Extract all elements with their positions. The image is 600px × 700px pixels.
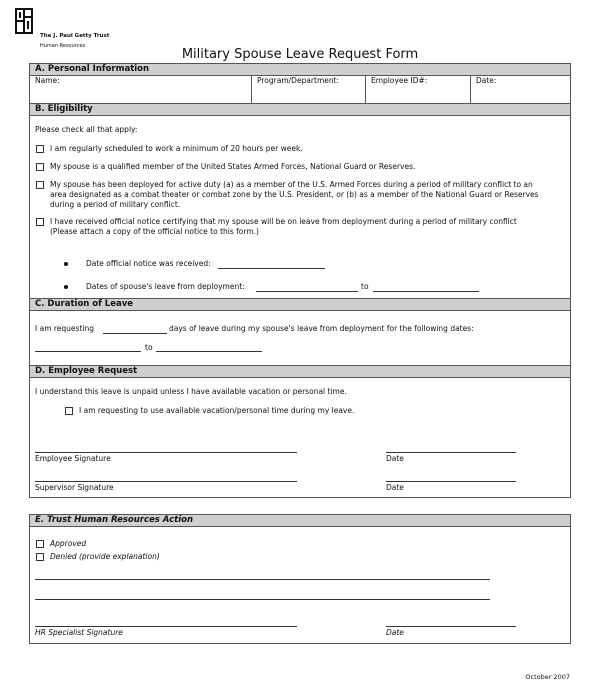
- section-heading: A. Personal Information: [30, 64, 570, 76]
- form-title: Military Spouse Leave Request Form: [181, 47, 419, 62]
- explanation-line[interactable]: [35, 579, 490, 580]
- bullet-icon: [64, 285, 68, 289]
- approved-label: Approved: [50, 539, 87, 548]
- explanation-line[interactable]: [35, 599, 490, 600]
- section-duration-of-leave: [29, 298, 571, 366]
- section-heading: C. Duration of Leave: [30, 299, 570, 311]
- section-hr-action: [29, 514, 571, 644]
- supervisor-signature-line[interactable]: [35, 481, 297, 482]
- field-divider: [470, 76, 471, 103]
- eligibility-option-label: I am regularly scheduled to work a minimum of 20 hours per week.: [50, 144, 303, 153]
- vacation-time-label: I am requesting to use available vacation/personal time during my leave.: [79, 406, 355, 415]
- eligibility-option-label: My spouse has been deployed for active duty (a) as a member of the U.S. Armed Forces during a period of military conflict to an: [50, 180, 533, 189]
- section-personal-information: [29, 63, 571, 104]
- supervisor-date-label: Date: [386, 483, 404, 492]
- organization-name: The J. Paul Getty Trust: [40, 33, 110, 39]
- eligibility-option-label-continued: area designated as a combat theater or combat zone by the U.S. President, or (b) as a member of the National Guard or Reserves: [50, 190, 539, 199]
- eligibility-option-label-continued: (Please attach a copy of the official notice to this form.): [50, 227, 259, 236]
- program-department-field[interactable]: Program/Department:: [257, 76, 340, 85]
- getty-logo-icon: [15, 8, 33, 34]
- hr-date-line[interactable]: [386, 626, 516, 627]
- request-prefix: I am requesting: [35, 324, 94, 333]
- section-heading: D. Employee Request: [30, 366, 570, 378]
- notice-date-line[interactable]: [218, 268, 325, 269]
- unpaid-statement: I understand this leave is unpaid unless I have available vacation or personal time.: [35, 387, 347, 396]
- eligibility-checkbox-official-notice[interactable]: [36, 218, 44, 226]
- to-label: to: [145, 343, 153, 352]
- revision-date: October 2007: [525, 673, 570, 681]
- eligibility-option-label: My spouse is a qualified member of the United States Armed Forces, National Guard or Reserves.: [50, 162, 416, 171]
- to-label: to: [361, 282, 369, 291]
- eligibility-checkbox-hours[interactable]: [36, 145, 44, 153]
- duration-end-date-line[interactable]: [156, 351, 262, 352]
- bullet-icon: [64, 262, 68, 266]
- hr-signature-line[interactable]: [35, 626, 297, 627]
- employee-id-field[interactable]: Employee ID#:: [371, 76, 428, 85]
- supervisor-date-line[interactable]: [386, 481, 516, 482]
- date-field[interactable]: Date:: [476, 76, 497, 85]
- vacation-time-checkbox[interactable]: [65, 407, 73, 415]
- eligibility-option-label-continued: during a period of military conflict.: [50, 200, 181, 209]
- section-employee-request: [29, 365, 571, 498]
- employee-signature-line[interactable]: [35, 452, 297, 453]
- field-divider: [251, 76, 252, 103]
- name-field[interactable]: Name:: [35, 76, 60, 85]
- field-divider: [365, 76, 366, 103]
- eligibility-checkbox-deployed[interactable]: [36, 181, 44, 189]
- section-eligibility: [29, 103, 571, 299]
- days-requested-line[interactable]: [103, 333, 167, 334]
- denied-label: Denied (provide explanation): [50, 552, 160, 561]
- duration-start-date-line[interactable]: [35, 351, 141, 352]
- leave-end-date-line[interactable]: [373, 291, 479, 292]
- section-heading: B. Eligibility: [30, 104, 570, 116]
- eligibility-option-label: I have received official notice certifying that my spouse will be on leave from deployment during a period of military conflict: [50, 217, 517, 226]
- request-suffix: days of leave during my spouse's leave from deployment for the following dates:: [169, 324, 474, 333]
- denied-checkbox[interactable]: [36, 553, 44, 561]
- organization-department: Human Resources: [40, 43, 86, 49]
- hr-date-label: Date: [386, 628, 404, 637]
- supervisor-signature-label: Supervisor Signature: [35, 483, 114, 492]
- eligibility-instruction: Please check all that apply:: [35, 125, 138, 134]
- employee-date-line[interactable]: [386, 452, 516, 453]
- employee-signature-label: Employee Signature: [35, 454, 111, 463]
- leave-start-date-line[interactable]: [256, 291, 358, 292]
- employee-date-label: Date: [386, 454, 404, 463]
- leave-dates-label: Dates of spouse's leave from deployment:: [86, 282, 245, 291]
- notice-date-label: Date official notice was received:: [86, 259, 211, 268]
- approved-checkbox[interactable]: [36, 540, 44, 548]
- section-heading: E. Trust Human Resources Action: [30, 515, 570, 527]
- eligibility-checkbox-spouse-member[interactable]: [36, 163, 44, 171]
- hr-signature-label: HR Specialist Signature: [35, 628, 123, 637]
